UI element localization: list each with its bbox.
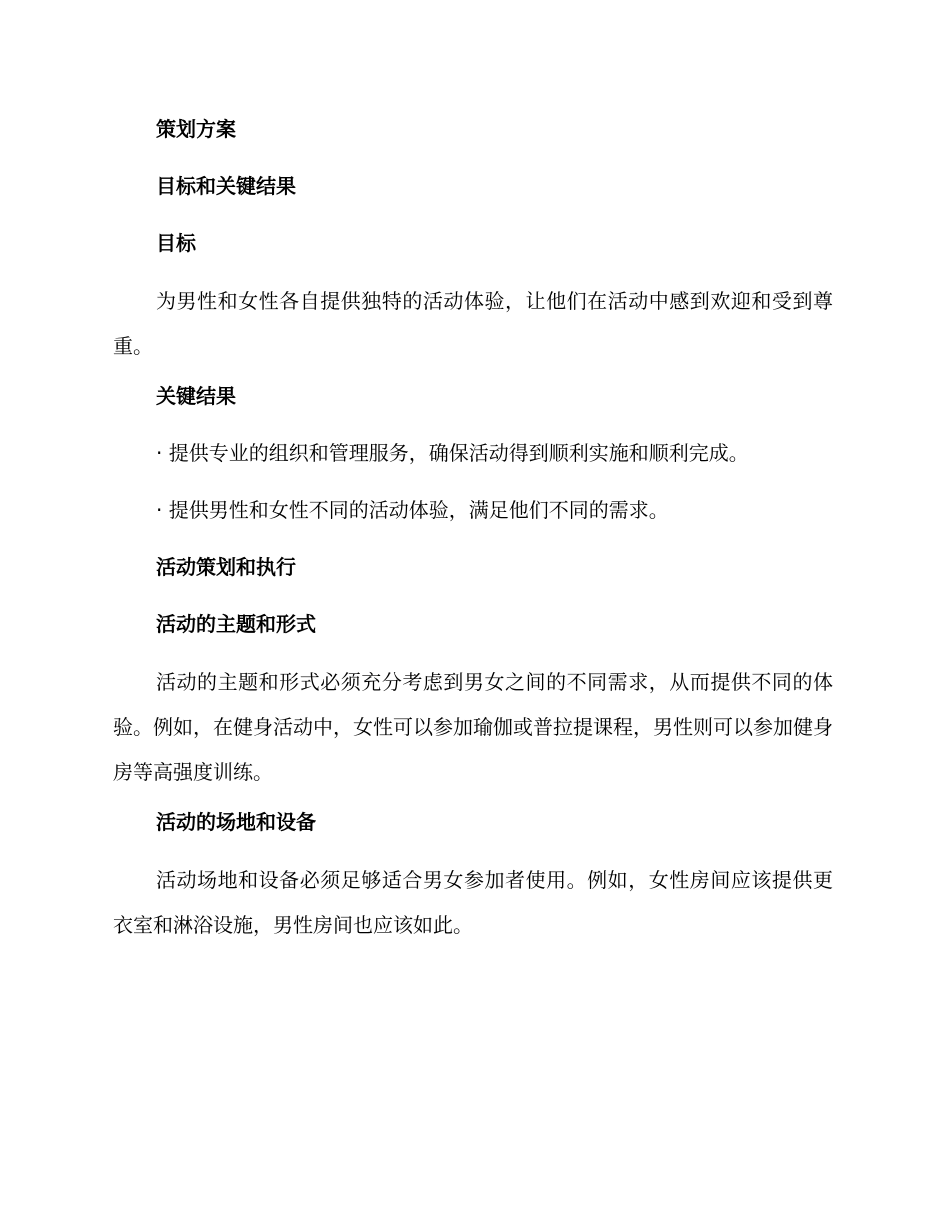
theme-paragraph: 活动的主题和形式必须充分考虑到男女之间的不同需求，从而提供不同的体验。例如，在健身活动中，女性可以参加瑜伽或普拉提课程，男性则可以参加健身房等高强度训练。 [113, 670, 833, 784]
subheading-theme: 活动的主题和形式 [156, 612, 316, 636]
section-heading-planning: 活动策划和执行 [156, 555, 296, 579]
key-result-item: · 提供男性和女性不同的活动体验，满足他们不同的需求。 [156, 498, 669, 522]
document-title: 策划方案 [156, 117, 236, 141]
subheading-key-results: 关键结果 [156, 384, 236, 408]
objective-paragraph: 为男性和女性各自提供独特的活动体验，让他们在活动中感到欢迎和受到尊重。 [113, 289, 833, 358]
subheading-objective: 目标 [156, 231, 196, 255]
key-result-item: · 提供专业的组织和管理服务，确保活动得到顺利实施和顺利完成。 [156, 441, 749, 465]
section-heading-goals: 目标和关键结果 [156, 174, 296, 198]
venue-paragraph: 活动场地和设备必须足够适合男女参加者使用。例如，女性房间应该提供更衣室和淋浴设施，男性房间也应该如此。 [113, 868, 833, 937]
subheading-venue: 活动的场地和设备 [156, 810, 316, 834]
document-body [113, 112, 833, 958]
